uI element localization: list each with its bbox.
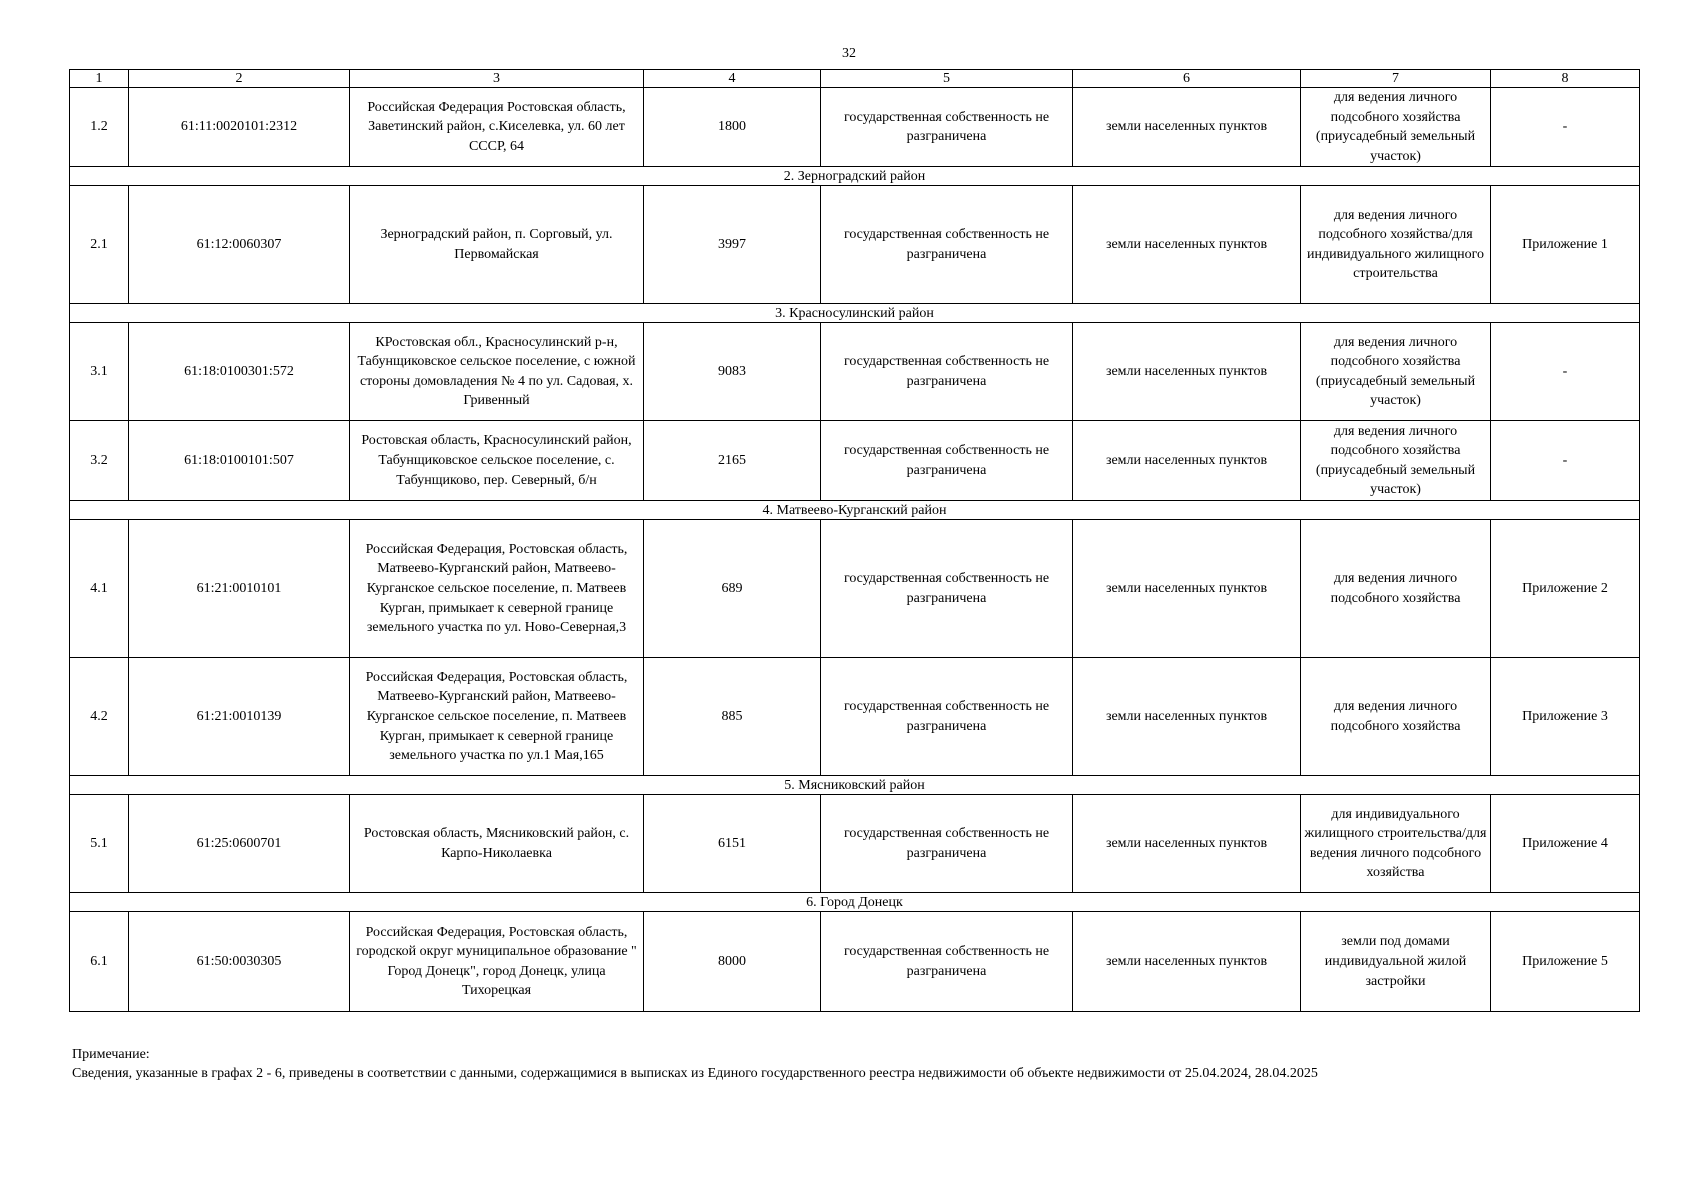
address-cell: Ростовская область, Мясниковский район, с. Карпо-Николаевка bbox=[350, 795, 644, 893]
land-category-cell: земли населенных пунктов bbox=[1073, 658, 1301, 776]
appendix-cell: Приложение 4 bbox=[1491, 795, 1640, 893]
table-row bbox=[70, 323, 1640, 421]
land-category-cell: земли населенных пунктов bbox=[1073, 323, 1301, 421]
ownership-cell: государственная собственность не разграничена bbox=[821, 186, 1073, 304]
column-number: 8 bbox=[1491, 70, 1640, 88]
land-category-cell: земли населенных пунктов bbox=[1073, 795, 1301, 893]
row-number-cell: 3.2 bbox=[70, 421, 129, 501]
address-cell: КРостовская обл., Красносулинский р-н, Табунщиковское сельское поселение, с южной стороны домовладения № 4 по ул. Садовая, х. Гривенный bbox=[350, 323, 644, 421]
section-title: 4. Матвеево-Курганский район bbox=[70, 501, 1640, 520]
table-row bbox=[70, 520, 1640, 658]
area-cell: 885 bbox=[644, 658, 821, 776]
table-row bbox=[70, 658, 1640, 776]
table-row bbox=[70, 186, 1640, 304]
appendix-cell: Приложение 1 bbox=[1491, 186, 1640, 304]
column-number-row bbox=[70, 70, 1640, 88]
ownership-cell: государственная собственность не разграничена bbox=[821, 323, 1073, 421]
row-number-cell: 1.2 bbox=[70, 88, 129, 167]
cadastral-number-cell: 61:12:0060307 bbox=[129, 186, 350, 304]
appendix-cell: - bbox=[1491, 88, 1640, 167]
area-cell: 6151 bbox=[644, 795, 821, 893]
column-number: 6 bbox=[1073, 70, 1301, 88]
section-title: 2. Зерноградский район bbox=[70, 167, 1640, 186]
table-row bbox=[70, 421, 1640, 501]
cadastral-number-cell: 61:50:0030305 bbox=[129, 912, 350, 1012]
ownership-cell: государственная собственность не разграничена bbox=[821, 421, 1073, 501]
row-number-cell: 4.1 bbox=[70, 520, 129, 658]
section-header-row bbox=[70, 893, 1640, 912]
address-cell: Российская Федерация, Ростовская область, Матвеево-Курганский район, Матвеево-Курганское сельское поселение, п. Матвеев Курган, примыкает к северной границе земельного участка по ул. Ново-Северная,3 bbox=[350, 520, 644, 658]
table-row bbox=[70, 88, 1640, 167]
appendix-cell: Приложение 5 bbox=[1491, 912, 1640, 1012]
section-header-row bbox=[70, 167, 1640, 186]
row-number-cell: 6.1 bbox=[70, 912, 129, 1012]
address-cell: Российская Федерация, Ростовская область, городской округ муниципальное образование " Город Донецк", город Донецк, улица Тихорецкая bbox=[350, 912, 644, 1012]
area-cell: 1800 bbox=[644, 88, 821, 167]
ownership-cell: государственная собственность не разграничена bbox=[821, 795, 1073, 893]
appendix-cell: Приложение 2 bbox=[1491, 520, 1640, 658]
section-title: 6. Город Донецк bbox=[70, 893, 1640, 912]
section-title: 3. Красносулинский район bbox=[70, 304, 1640, 323]
cadastral-number-cell: 61:18:0100301:572 bbox=[129, 323, 350, 421]
row-number-cell: 2.1 bbox=[70, 186, 129, 304]
area-cell: 2165 bbox=[644, 421, 821, 501]
ownership-cell: государственная собственность не разграничена bbox=[821, 912, 1073, 1012]
column-number: 2 bbox=[129, 70, 350, 88]
ownership-cell: государственная собственность не разграничена bbox=[821, 88, 1073, 167]
area-cell: 8000 bbox=[644, 912, 821, 1012]
section-header-row bbox=[70, 501, 1640, 520]
permitted-use-cell: земли под домами индивидуальной жилой застройки bbox=[1301, 912, 1491, 1012]
cadastral-number-cell: 61:11:0020101:2312 bbox=[129, 88, 350, 167]
section-title: 5. Мясниковский район bbox=[70, 776, 1640, 795]
note-text: Сведения, указанные в графах 2 - 6, приведены в соответствии с данными, содержащимися в выписках из Единого государственного реестра недвижимости об объекте недвижимости от 25.04.2024, 28.04.2025 bbox=[72, 1066, 1318, 1081]
land-category-cell: земли населенных пунктов bbox=[1073, 912, 1301, 1012]
area-cell: 689 bbox=[644, 520, 821, 658]
cadastral-number-cell: 61:18:0100101:507 bbox=[129, 421, 350, 501]
table-row bbox=[70, 795, 1640, 893]
note-title: Примечание: bbox=[72, 1047, 150, 1062]
address-cell: Российская Федерация Ростовская область, Заветинский район, с.Киселевка, ул. 60 лет СССР, 64 bbox=[350, 88, 644, 167]
table-row bbox=[70, 912, 1640, 1012]
land-category-cell: земли населенных пунктов bbox=[1073, 186, 1301, 304]
permitted-use-cell: для ведения личного подсобного хозяйства (приусадебный земельный участок) bbox=[1301, 421, 1491, 501]
permitted-use-cell: для ведения личного подсобного хозяйства bbox=[1301, 520, 1491, 658]
column-number: 4 bbox=[644, 70, 821, 88]
permitted-use-cell: для ведения личного подсобного хозяйства/для индивидуального жилищного строительства bbox=[1301, 186, 1491, 304]
appendix-cell: - bbox=[1491, 323, 1640, 421]
permitted-use-cell: для ведения личного подсобного хозяйства bbox=[1301, 658, 1491, 776]
row-number-cell: 5.1 bbox=[70, 795, 129, 893]
address-cell: Зерноградский район, п. Сорговый, ул. Первомайская bbox=[350, 186, 644, 304]
section-header-row bbox=[70, 776, 1640, 795]
cadastral-number-cell: 61:25:0600701 bbox=[129, 795, 350, 893]
column-number: 5 bbox=[821, 70, 1073, 88]
area-cell: 9083 bbox=[644, 323, 821, 421]
address-cell: Ростовская область, Красносулинский район, Табунщиковское сельское поселение, с. Табунщиково, пер. Северный, б/н bbox=[350, 421, 644, 501]
section-header-row bbox=[70, 304, 1640, 323]
area-cell: 3997 bbox=[644, 186, 821, 304]
permitted-use-cell: для ведения личного подсобного хозяйства (приусадебный земельный участок) bbox=[1301, 88, 1491, 167]
ownership-cell: государственная собственность не разграничена bbox=[821, 658, 1073, 776]
cadastral-number-cell: 61:21:0010101 bbox=[129, 520, 350, 658]
page-number: 32 bbox=[842, 46, 856, 61]
appendix-cell: Приложение 3 bbox=[1491, 658, 1640, 776]
ownership-cell: государственная собственность не разграничена bbox=[821, 520, 1073, 658]
row-number-cell: 3.1 bbox=[70, 323, 129, 421]
land-category-cell: земли населенных пунктов bbox=[1073, 520, 1301, 658]
column-number: 3 bbox=[350, 70, 644, 88]
permitted-use-cell: для индивидуального жилищного строительства/для ведения личного подсобного хозяйства bbox=[1301, 795, 1491, 893]
land-category-cell: земли населенных пунктов bbox=[1073, 88, 1301, 167]
permitted-use-cell: для ведения личного подсобного хозяйства (приусадебный земельный участок) bbox=[1301, 323, 1491, 421]
row-number-cell: 4.2 bbox=[70, 658, 129, 776]
land-category-cell: земли населенных пунктов bbox=[1073, 421, 1301, 501]
cadastral-number-cell: 61:21:0010139 bbox=[129, 658, 350, 776]
appendix-cell: - bbox=[1491, 421, 1640, 501]
column-number: 1 bbox=[70, 70, 129, 88]
column-number: 7 bbox=[1301, 70, 1491, 88]
land-plots-table bbox=[69, 69, 1640, 1012]
address-cell: Российская Федерация, Ростовская область, Матвеево-Курганский район, Матвеево-Курганское сельское поселение, п. Матвеев Курган, примыкает к северной границе земельного участка по ул.1 Мая,165 bbox=[350, 658, 644, 776]
